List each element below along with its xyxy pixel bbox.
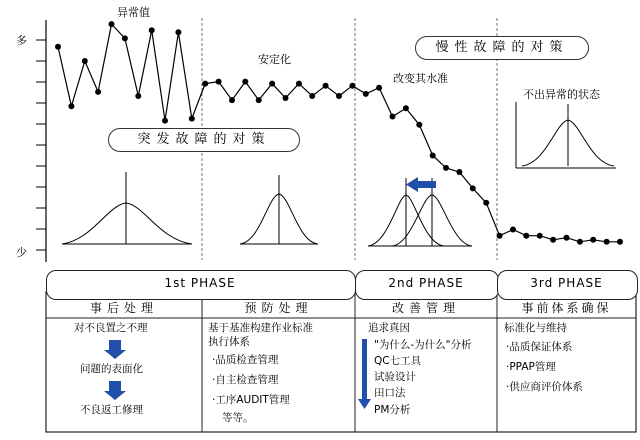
data-point <box>363 91 369 97</box>
c4-line-1: 标准化与维持 <box>504 322 567 334</box>
data-point <box>470 185 476 191</box>
data-point <box>456 169 462 175</box>
data-point <box>443 165 449 171</box>
data-point <box>189 116 195 122</box>
c3-line-2: "为什么-为什么"分析 <box>374 339 472 351</box>
data-point <box>296 81 302 87</box>
c3-line-5: 田口法 <box>374 387 406 399</box>
sudden-failure-oval: 突发故障的对策 <box>108 128 300 152</box>
c4-bullet-1: ·品质保证体系 <box>506 341 573 353</box>
y-axis-ticks <box>36 40 46 250</box>
data-point <box>135 93 141 99</box>
data-point <box>162 118 168 124</box>
down-arrow-1 <box>104 340 126 359</box>
data-point <box>95 89 101 95</box>
data-point <box>149 27 155 33</box>
data-point <box>55 44 61 50</box>
c4-bullet-2: ·PPAP管理 <box>506 361 556 373</box>
data-point <box>537 233 543 239</box>
data-point <box>175 29 181 35</box>
c2-line-1: 基于基准构建作业标准 <box>208 322 313 334</box>
c3-line-6: PM分析 <box>374 404 411 416</box>
c2-line-2: 执行体系 <box>208 336 250 348</box>
data-point <box>82 58 88 64</box>
data-point <box>617 239 623 245</box>
data-point <box>416 122 422 128</box>
header-prevention: 预防处理 <box>244 301 313 315</box>
distribution-curve-1 <box>62 172 192 244</box>
improve-level-label: 改变其水准 <box>393 72 448 85</box>
data-point <box>229 97 235 103</box>
c3-line-4: 试验设计 <box>374 371 416 383</box>
y-axis-bottom-label: 少 <box>16 246 27 259</box>
data-point <box>256 97 262 103</box>
data-point <box>323 83 329 89</box>
c2-bullet-3: ·工序AUDIT管理 <box>212 394 290 406</box>
data-point <box>336 93 342 99</box>
phase-1-title: 1st PHASE <box>164 276 236 290</box>
distribution-curve-2 <box>240 175 318 244</box>
data-point <box>523 233 529 239</box>
data-point <box>242 79 248 85</box>
c1-text-2: 问题的表面化 <box>80 363 143 375</box>
data-point <box>604 239 610 245</box>
c3-line-1: 追求真因 <box>368 322 410 334</box>
data-point <box>109 21 115 27</box>
c2-bullet-2: ·自主检查管理 <box>212 374 279 386</box>
stable-label: 安定化 <box>258 53 291 66</box>
inset-stable-state <box>516 102 616 168</box>
no-anomaly-label: 不出异常的状态 <box>523 88 600 101</box>
data-point <box>309 93 315 99</box>
data-point <box>550 237 556 243</box>
down-arrow-2 <box>104 381 126 400</box>
data-point <box>564 235 570 241</box>
header-after-handling: 事后处理 <box>89 301 158 315</box>
data-point <box>202 81 208 87</box>
data-point <box>122 35 128 41</box>
chronic-failure-oval: 慢性故障的对策 <box>415 36 589 60</box>
c2-etc: 等等。 <box>222 412 254 424</box>
header-pre-system: 事前体系确保 <box>521 301 612 315</box>
phase-2-title: 2nd PHASE <box>388 276 464 290</box>
c4-bullet-3: ·供应商评价体系 <box>506 381 583 393</box>
data-point <box>577 239 583 245</box>
data-point <box>216 79 222 85</box>
data-point <box>349 83 355 89</box>
c2-bullet-1: ·品质检查管理 <box>212 354 279 366</box>
c1-text-3: 不良返工修理 <box>80 404 143 416</box>
data-point <box>269 81 275 87</box>
header-improvement: 改善管理 <box>391 301 460 315</box>
data-point <box>497 233 503 239</box>
anomaly-label: 异常值 <box>117 6 150 19</box>
data-point <box>403 105 409 111</box>
data-point <box>510 227 516 233</box>
data-point <box>390 114 396 120</box>
c3-line-3: QC七工具 <box>374 355 422 367</box>
data-point <box>430 153 436 159</box>
distribution-curve-3b <box>368 178 472 246</box>
data-point <box>483 200 489 206</box>
data-point <box>283 95 289 101</box>
c1-text-1: 对不良置之不理 <box>74 322 148 334</box>
phase-3-title: 3rd PHASE <box>530 276 603 290</box>
data-point <box>68 103 74 109</box>
data-point <box>376 85 382 91</box>
y-axis-top-label: 多 <box>16 34 27 47</box>
data-point <box>590 237 596 243</box>
analysis-down-arrow <box>358 339 371 409</box>
